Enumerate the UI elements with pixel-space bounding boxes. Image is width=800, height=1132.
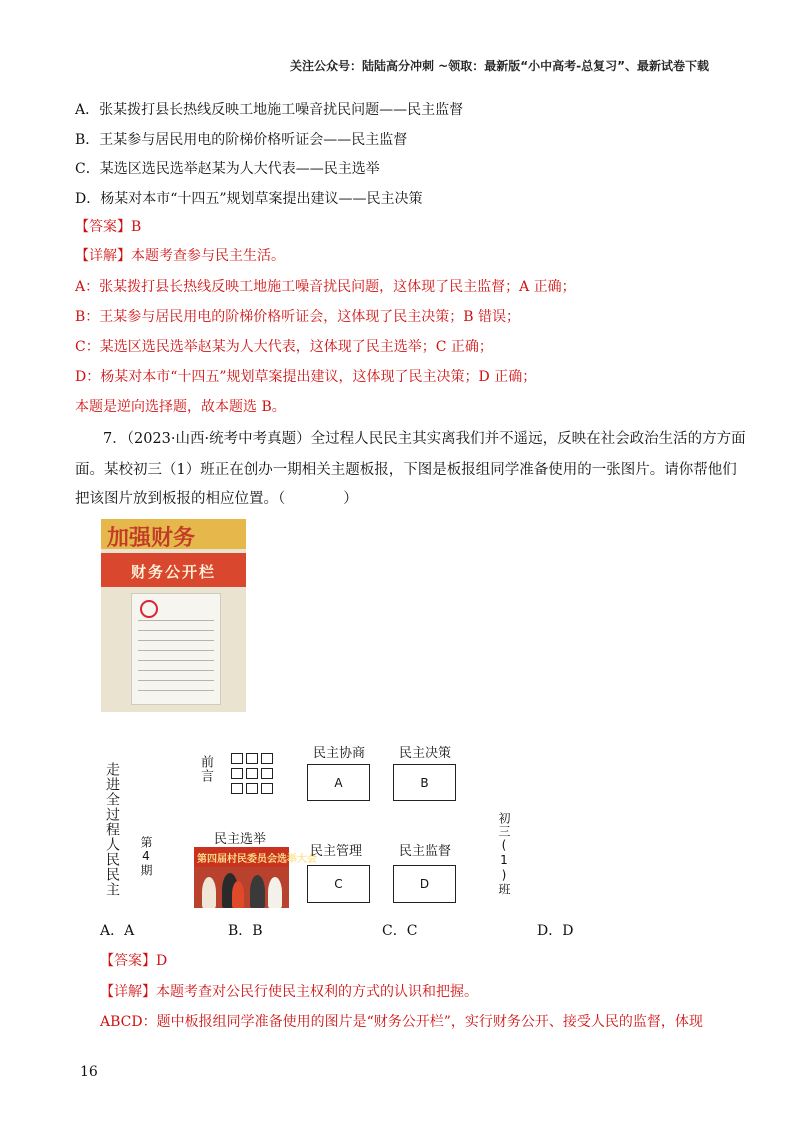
board-title: 走进全过程人民民主 bbox=[104, 762, 120, 897]
board-issue: 第4期 bbox=[139, 836, 153, 877]
q7-stem-line3: 把该图片放到板报的相应位置。（ ） bbox=[75, 491, 358, 507]
q7-option-d: D．D bbox=[537, 923, 574, 939]
q6-option-b: B．王某参与居民用电的阶梯价格听证会——民主监督 bbox=[75, 132, 408, 148]
photo-sign-text: 财务公开栏 bbox=[130, 563, 216, 581]
red-seal-icon bbox=[140, 600, 158, 618]
q6-analysis-a: A：张某拨打县长热线反映工地施工噪音扰民问题，这体现了民主监督；A 正确； bbox=[75, 279, 576, 295]
q6-analysis-b: B：王某参与居民用电的阶梯价格听证会，这体现了民主决策；B 错误； bbox=[75, 309, 521, 325]
slot-a-box: A bbox=[307, 764, 370, 801]
q6-analysis-c: C：某选区选民选举赵某为人大代表，这体现了民主选举；C 正确； bbox=[75, 339, 493, 355]
q7-answer: 【答案】D bbox=[100, 953, 168, 969]
election-banner-text: 第四届村民委员会选举大会 bbox=[197, 854, 317, 865]
decision-label: 民主决策 bbox=[399, 746, 452, 761]
slot-c-box: C bbox=[307, 865, 370, 903]
supervise-label: 民主监督 bbox=[399, 844, 452, 859]
q6-answer: 【答案】B bbox=[75, 219, 142, 235]
election-photo bbox=[194, 847, 317, 908]
slot-b-box: B bbox=[393, 764, 456, 801]
q6-option-d: D．杨某对本市“十四五”规划草案提出建议——民主决策 bbox=[75, 191, 423, 207]
q7-stem-line1: 7．（2023·山西·统考中考真题）全过程人民民主其实离我们并不遥远，反映在社会政治生活的方方面 bbox=[103, 431, 746, 447]
q6-detail: 【详解】本题考查参与民主生活。 bbox=[75, 248, 285, 264]
election-label: 民主选举 bbox=[214, 832, 267, 847]
page-header: 关注公众号：陆陆高分冲刺 ~领取：最新版“小中高考-总复习”、最新试卷下载 bbox=[290, 59, 709, 73]
q7-stem-line2: 面。某校初三（1）班正在创办一期相关主题板报，下图是板报组同学准备使用的一张图片。请你帮他们 bbox=[75, 462, 737, 478]
posted-document bbox=[131, 593, 221, 705]
q7-detail: 【详解】本题考查对公民行使民主权利的方式的认识和把握。 bbox=[100, 984, 478, 1000]
consult-label: 民主协商 bbox=[313, 746, 366, 761]
board-preface: 前言 bbox=[198, 755, 213, 783]
slot-d-box: D bbox=[393, 865, 456, 903]
q7-analysis: ABCD：题中板报组同学准备使用的图片是“财务公开栏”，实行财务公开、接受人民的监督，体现 bbox=[100, 1014, 703, 1030]
manage-label: 民主管理 bbox=[310, 844, 363, 859]
q6-option-a: A．张某拨打县长热线反映工地施工噪音扰民问题——民主监督 bbox=[75, 102, 464, 118]
q6-analysis-d: D：杨某对本市“十四五”规划草案提出建议，这体现了民主决策；D 正确； bbox=[75, 369, 537, 385]
photo-banner-text: 加强财务 bbox=[107, 526, 196, 551]
board-class: 初三(1)班 bbox=[497, 812, 511, 896]
q6-option-c: C．某选区选民选举赵某为人大代表——民主选举 bbox=[75, 161, 380, 177]
q7-option-b: B．B bbox=[228, 923, 263, 939]
q6-conclusion: 本题是逆向选择题，故本题选 B。 bbox=[75, 399, 286, 415]
page-number: 16 bbox=[80, 1064, 98, 1080]
finance-board-photo bbox=[101, 519, 246, 712]
q7-option-a: A．A bbox=[100, 923, 135, 939]
q7-option-c: C．C bbox=[382, 923, 418, 939]
